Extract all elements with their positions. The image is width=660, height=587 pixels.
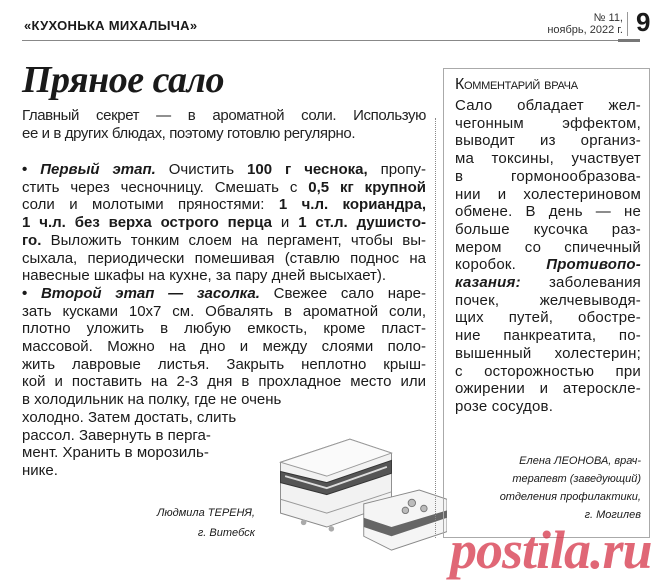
text-line — [22, 250, 426, 268]
text-run: зать кусками 10х7 см. Обвалять в ароматной соли, — [22, 302, 426, 320]
emphasis-text: Противопо- — [546, 256, 641, 274]
text-run: почек, желчевыводя- — [455, 291, 641, 309]
text-line — [455, 345, 641, 363]
text-run: Свежее сало наре- — [259, 284, 426, 302]
text-run: щих путей, обостре- — [455, 309, 641, 327]
text-line — [22, 356, 426, 374]
text-run: холодно. Затем достать, слить — [22, 408, 237, 426]
text-run: ма токсины, участвует — [455, 150, 641, 168]
text-run: массовой. Можно на дно и между слоями поло- — [22, 338, 426, 356]
text-line — [455, 292, 641, 310]
page-number: 9 — [636, 7, 651, 37]
issue-number: № 11, — [593, 12, 623, 24]
header-separator — [627, 12, 628, 36]
text-run: коробок. — [455, 256, 547, 274]
text-run: и — [272, 214, 299, 232]
doctor-signature-line: терапевт (заведующий) — [512, 473, 641, 485]
emphasis-text: 1 ч.л. без верха острого перца — [22, 214, 272, 232]
text-line — [455, 398, 641, 416]
author-city: г. Витебск — [197, 527, 255, 539]
text-line — [455, 132, 641, 150]
text-line — [22, 196, 426, 214]
text-run: Сало обладает жел- — [455, 97, 641, 114]
article-signature — [125, 503, 255, 543]
text-line — [22, 303, 426, 321]
header-rule — [22, 40, 640, 41]
postila-watermark: postila.ru — [450, 520, 652, 580]
text-run: плотно уложить в любую емкость, кроме пласт- — [22, 320, 426, 338]
author-name: Людмила ТЕРЕНЯ, — [156, 507, 255, 519]
text-line — [455, 239, 641, 257]
emphasis-text: Второй этап — засолка. — [40, 284, 260, 302]
column-divider — [435, 118, 436, 538]
text-run: мером со спичечный — [455, 238, 641, 256]
text-line — [22, 107, 426, 125]
emphasis-text: • — [22, 161, 41, 178]
doctor-signature-line: отделения профилактики, — [499, 491, 641, 503]
text-line — [455, 186, 641, 204]
text-run: соли и молотыми пряностями: — [22, 196, 279, 214]
text-line — [455, 274, 641, 292]
header-rule-accent — [618, 39, 640, 42]
text-line — [455, 115, 641, 133]
text-line — [455, 168, 641, 186]
emphasis-text: 1 ст.л. душисто- — [298, 214, 426, 232]
text-line — [455, 256, 641, 274]
text-line — [22, 214, 426, 232]
emphasis-text: Первый этап. — [40, 161, 156, 178]
text-line — [455, 327, 641, 345]
doctor-comment-heading: Комментарий врача — [455, 76, 578, 93]
text-run: мент. Хранить в морозиль- — [22, 444, 209, 462]
text-run: больше кусочка раз- — [455, 220, 641, 238]
doctor-signature — [455, 452, 641, 524]
text-line — [22, 285, 426, 303]
text-run: ние панкреатита, по- — [455, 327, 641, 345]
text-run: розе сосудов. — [455, 397, 554, 415]
text-run: навесные шкафы на кухне, за пару дней высыхает). — [22, 267, 387, 285]
text-run: жить лавровые листья. Закрыть неплотно крыш- — [22, 355, 426, 373]
text-run: рассол. Завернуть в перга- — [22, 426, 211, 444]
article-title: Пряное сало — [22, 59, 224, 101]
issue-info — [530, 12, 623, 36]
text-run: в гормонообразова- — [455, 167, 641, 185]
text-run: сыхала, периодически помешивая (ставлю поднос на — [22, 249, 426, 267]
text-line — [22, 409, 426, 427]
text-run: обмене. В день — не — [455, 203, 641, 221]
text-run: нике. — [22, 461, 58, 479]
emphasis-text: казания: — [455, 274, 521, 292]
text-run: пропу- — [367, 161, 427, 178]
text-run: Очистить — [155, 161, 248, 178]
text-line — [22, 338, 426, 356]
text-line — [22, 391, 426, 409]
emphasis-text: 0,5 кг крупной — [308, 178, 426, 196]
article-lead — [22, 107, 426, 142]
text-line — [455, 203, 641, 221]
text-line — [22, 161, 426, 179]
text-line — [455, 309, 641, 327]
text-line — [455, 363, 641, 381]
issue-date: ноябрь, 2022 г. — [547, 24, 623, 36]
emphasis-text: 100 г чеснока, — [247, 161, 368, 178]
publication-name: «КУХОНЬКА МИХАЛЫЧА» — [24, 18, 198, 33]
text-run: стить через чесночницу. Смешать с — [22, 178, 309, 196]
doctor-comment-text — [455, 97, 641, 416]
text-line — [455, 97, 641, 115]
text-run: чегонным эффектом, — [455, 114, 641, 132]
text-line — [22, 179, 426, 197]
emphasis-text: • — [22, 284, 41, 302]
text-run: вышенный холестерин; — [455, 344, 641, 362]
text-line — [455, 380, 641, 398]
text-run: в холодильник на полку, где не очень — [22, 391, 282, 409]
text-run: Выложить тонким слоем на пергамент, чтобы вы- — [41, 231, 426, 249]
text-run: Главный секрет — в ароматной соли. Использую — [22, 107, 426, 124]
text-run: ожирении и атероскле- — [455, 380, 641, 398]
text-line — [22, 232, 426, 250]
text-run: ее и в других блюдах, поэтому готовлю регулярно. — [22, 124, 356, 142]
doctor-signature-line: г. Могилев — [584, 509, 641, 521]
salo-illustration — [262, 425, 447, 555]
text-run: нии и холестериновом — [455, 185, 641, 203]
text-run: кой и поставить на 2-3 дня в прохладное место или — [22, 373, 426, 391]
text-line — [455, 150, 641, 168]
text-run: заболевания — [520, 274, 641, 292]
doctor-signature-line: Елена ЛЕОНОВА, врач- — [519, 455, 641, 467]
text-line — [22, 320, 426, 338]
text-line — [455, 221, 641, 239]
text-line — [22, 373, 426, 391]
text-run: выводит из организ- — [455, 132, 641, 150]
emphasis-text: 1 ч.л. кориандра, — [278, 196, 427, 214]
text-line — [22, 267, 426, 285]
text-run: с осторожностью при — [455, 362, 641, 380]
emphasis-text: го. — [22, 231, 42, 249]
text-line — [22, 125, 426, 143]
